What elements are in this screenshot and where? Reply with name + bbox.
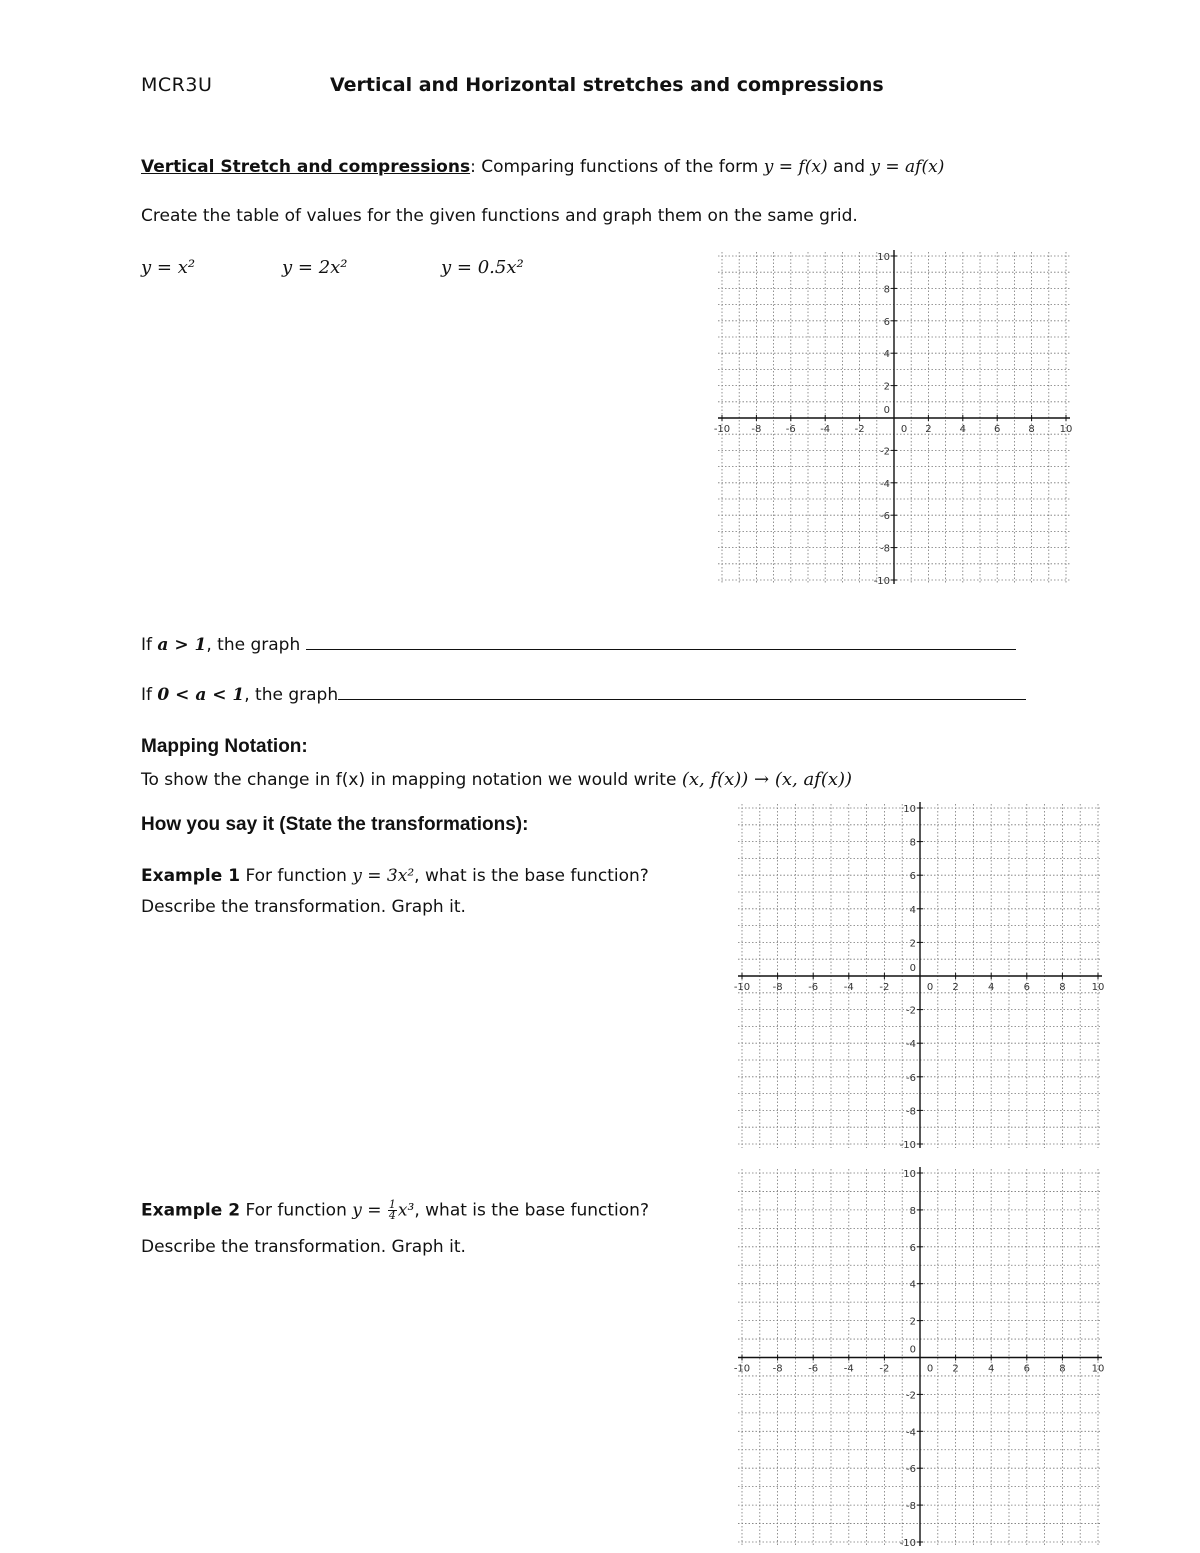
y-tick-label: -4 bbox=[906, 1427, 916, 1439]
x-tick-label: 6 bbox=[994, 424, 1001, 435]
condition: a > 1 bbox=[157, 635, 207, 655]
example-2-label: Example 2 bbox=[141, 1200, 241, 1221]
y-tick-label: 4 bbox=[909, 1279, 916, 1291]
y-tick-label: -6 bbox=[880, 511, 890, 523]
page-title: Vertical and Horizontal stretches and compressions bbox=[330, 74, 884, 96]
y-tick-label: -8 bbox=[880, 543, 890, 555]
origin-label: 0 bbox=[883, 405, 890, 416]
y-tick-label: 4 bbox=[883, 349, 890, 361]
x-tick-label: -8 bbox=[772, 1363, 783, 1375]
if-prefix: If bbox=[141, 685, 158, 705]
conclusion-a-greater-than-one bbox=[141, 635, 1016, 655]
y-tick-label: -8 bbox=[906, 1106, 916, 1118]
origin-label: 0 bbox=[909, 1344, 916, 1356]
y-tick-label: 6 bbox=[909, 871, 916, 883]
y-tick-label: -2 bbox=[906, 1005, 916, 1017]
y-tick-label: -2 bbox=[906, 1390, 916, 1402]
example-1-function: y = 3x² bbox=[352, 866, 415, 886]
course-code: MCR3U bbox=[141, 74, 213, 96]
x-tick-label: -6 bbox=[785, 424, 796, 435]
answer-line[interactable] bbox=[306, 648, 1016, 650]
x-tick-label: 2 bbox=[925, 424, 932, 435]
x-tick-label: 10 bbox=[1059, 424, 1073, 435]
x-tick-label: 2 bbox=[952, 982, 959, 993]
coordinate-grid-1[interactable] bbox=[713, 248, 1073, 588]
y-tick-label: 2 bbox=[909, 938, 916, 950]
x-tick-label: 0 bbox=[900, 424, 908, 435]
the-graph-text: , the graph bbox=[244, 685, 339, 705]
answer-line[interactable] bbox=[338, 698, 1026, 700]
form-stretched: y = af(x) bbox=[870, 157, 945, 177]
function-3: y = 0.5x² bbox=[441, 257, 524, 278]
mapping-text bbox=[141, 769, 852, 790]
form-base: y = f(x) bbox=[763, 157, 828, 177]
y-tick-label: 6 bbox=[883, 316, 890, 328]
y-tick-label: -10 bbox=[899, 1140, 916, 1151]
mapping-notation: (x, f(x)) → (x, af(x)) bbox=[681, 769, 853, 790]
example-2-function-prefix: y = bbox=[352, 1200, 387, 1221]
y-tick-label: -10 bbox=[873, 576, 890, 587]
x-tick-label: -2 bbox=[879, 982, 890, 993]
x-tick-label: 8 bbox=[1028, 424, 1035, 435]
y-tick-label: -6 bbox=[906, 1072, 916, 1084]
x-tick-label: -6 bbox=[808, 1363, 819, 1375]
x-tick-label: -2 bbox=[879, 1363, 890, 1375]
y-tick-label: 4 bbox=[909, 904, 916, 916]
x-tick-label: -10 bbox=[733, 1363, 751, 1375]
x-tick-label: 6 bbox=[1023, 1363, 1030, 1375]
y-tick-label: -2 bbox=[880, 446, 890, 458]
example-1-instruction: Describe the transformation. Graph it. bbox=[141, 897, 466, 917]
fraction-numerator: 1 bbox=[388, 1198, 396, 1211]
x-tick-label: 4 bbox=[988, 982, 995, 993]
example-2-fraction bbox=[388, 1200, 397, 1221]
example-2 bbox=[141, 1200, 649, 1221]
x-tick-label: 0 bbox=[926, 982, 934, 993]
x-tick-label: -6 bbox=[808, 982, 819, 993]
y-tick-label: -6 bbox=[906, 1464, 916, 1476]
conclusion-a-between-zero-one bbox=[141, 685, 1026, 705]
y-tick-label: -10 bbox=[899, 1538, 916, 1549]
the-graph-text: , the graph bbox=[206, 635, 301, 655]
x-tick-label: 10 bbox=[1091, 1363, 1105, 1375]
x-tick-label: -10 bbox=[733, 982, 751, 993]
example-1-text: For function bbox=[240, 866, 353, 886]
y-tick-label: -4 bbox=[906, 1039, 916, 1051]
section-vertical-stretch bbox=[141, 157, 944, 177]
function-1: y = x² bbox=[141, 257, 196, 278]
x-tick-label: 6 bbox=[1023, 982, 1030, 993]
y-tick-label: 8 bbox=[883, 284, 890, 296]
section-heading: Vertical Stretch and compressions bbox=[141, 157, 471, 177]
x-tick-label: 8 bbox=[1059, 1363, 1066, 1375]
y-tick-label: 10 bbox=[877, 252, 890, 263]
x-tick-label: -2 bbox=[854, 424, 865, 435]
if-prefix: If bbox=[141, 635, 158, 655]
y-tick-label: 6 bbox=[909, 1242, 916, 1254]
x-tick-label: -10 bbox=[713, 424, 731, 435]
origin-label: 0 bbox=[909, 963, 916, 974]
y-tick-label: 10 bbox=[903, 804, 916, 815]
example-2-function-suffix: x³ bbox=[397, 1200, 415, 1221]
example-1 bbox=[141, 866, 649, 886]
x-tick-label: -4 bbox=[820, 424, 831, 435]
example-1-question: , what is the base function? bbox=[414, 866, 649, 886]
x-tick-label: -8 bbox=[751, 424, 762, 435]
y-tick-label: 2 bbox=[883, 381, 890, 393]
and-text: and bbox=[827, 157, 871, 177]
coordinate-grid-3[interactable] bbox=[733, 1165, 1105, 1550]
example-1-label: Example 1 bbox=[141, 866, 241, 886]
instruction-text: Create the table of values for the given functions and graph them on the same grid. bbox=[141, 206, 858, 226]
mapping-description: To show the change in f(x) in mapping notation we would write bbox=[141, 770, 682, 790]
x-tick-label: -4 bbox=[843, 1363, 854, 1375]
comparing-text: Comparing functions of the form bbox=[475, 157, 764, 177]
heading-colon: : bbox=[470, 157, 476, 177]
mapping-heading: Mapping Notation: bbox=[141, 736, 308, 757]
example-2-text: For function bbox=[240, 1200, 353, 1221]
y-tick-label: 8 bbox=[909, 1205, 916, 1217]
x-tick-label: 2 bbox=[952, 1363, 959, 1375]
x-tick-label: 10 bbox=[1091, 982, 1105, 993]
condition: 0 < a < 1 bbox=[157, 685, 245, 705]
y-tick-label: -8 bbox=[906, 1501, 916, 1513]
x-tick-label: -8 bbox=[772, 982, 783, 993]
x-tick-label: 4 bbox=[988, 1363, 995, 1375]
coordinate-grid-2[interactable] bbox=[733, 800, 1105, 1152]
x-tick-label: 4 bbox=[959, 424, 966, 435]
y-tick-label: -4 bbox=[880, 478, 890, 490]
x-tick-label: 0 bbox=[926, 1363, 934, 1375]
x-tick-label: 8 bbox=[1059, 982, 1066, 993]
example-2-question: , what is the base function? bbox=[414, 1200, 649, 1221]
x-tick-label: -4 bbox=[843, 982, 854, 993]
function-2: y = 2x² bbox=[282, 257, 348, 278]
transformations-heading: How you say it (State the transformations): bbox=[141, 814, 529, 835]
y-tick-label: 10 bbox=[903, 1169, 916, 1180]
y-tick-label: 2 bbox=[909, 1316, 916, 1328]
example-2-instruction: Describe the transformation. Graph it. bbox=[141, 1237, 466, 1257]
fraction-denominator: 4 bbox=[388, 1209, 396, 1222]
y-tick-label: 8 bbox=[909, 837, 916, 849]
